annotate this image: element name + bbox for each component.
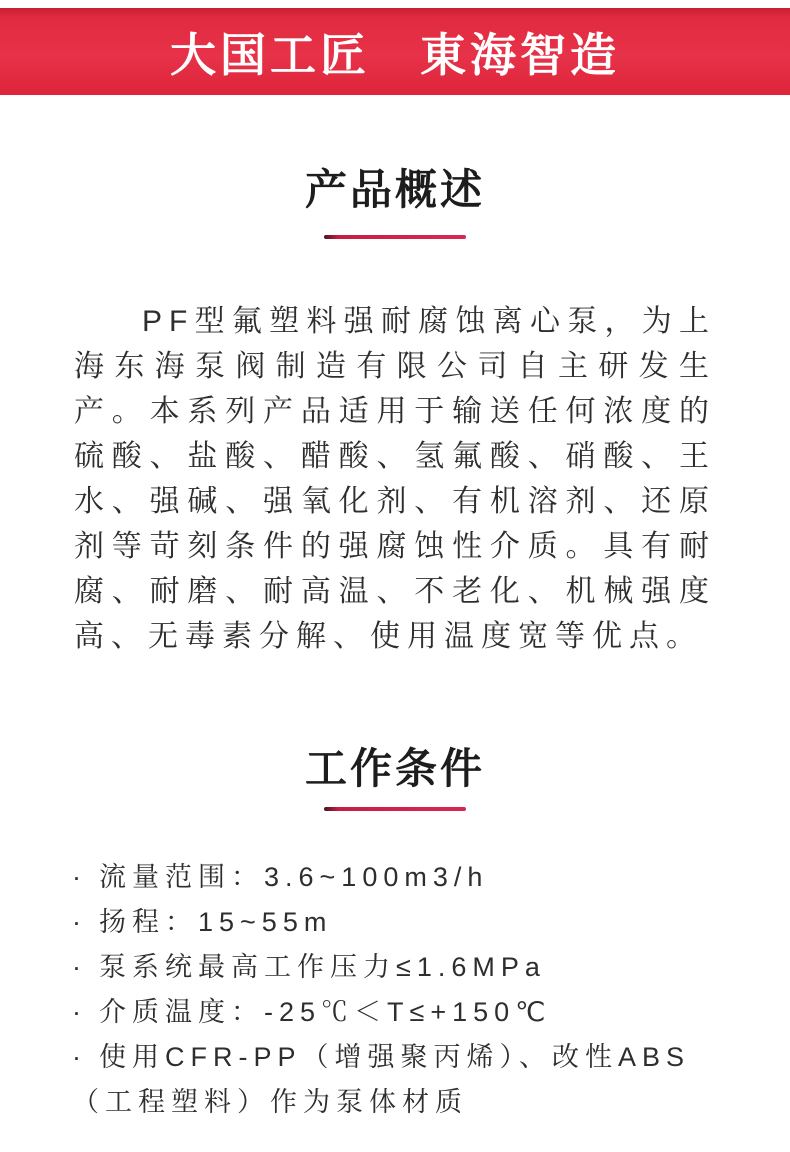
overview-paragraph: PF型氟塑料强耐腐蚀离心泵，为上海东海泵阀制造有限公司自主研发生产。本系列产品适用于输送任何浓度的硫酸、盐酸、醋酸、氢氟酸、硝酸、王水、强碱、强氧化剂、有机溶剂、还原剂等苛刻条件的强腐蚀性介质。具有耐腐、耐磨、耐高温、不老化、机械强度高、无毒素分解、使用温度宽等优点。 — [74, 305, 716, 653]
section-overview — [0, 165, 790, 659]
bullet-dot-icon: · — [72, 1042, 87, 1072]
list-item-flow-range — [72, 855, 718, 900]
title-underline-overview — [324, 235, 466, 239]
bullet-dot-icon: · — [72, 997, 87, 1027]
bullet-dot-icon: · — [72, 907, 87, 937]
bullet-dot-icon: · — [72, 952, 87, 982]
bullet-text: 泵系统最高工作压力≤1.6MPa — [99, 952, 546, 982]
conditions-list — [72, 855, 718, 1125]
banner-title: 大国工匠 東海智造 — [170, 28, 620, 81]
list-item-head — [72, 900, 718, 945]
section-title-overview: 产品概述 — [304, 166, 485, 213]
header-banner — [0, 8, 790, 95]
bullet-text: 使用CFR-PP（增强聚丙烯）、改性ABS（工程塑料）作为泵体材质 — [72, 1042, 691, 1117]
title-underline-conditions — [324, 807, 466, 811]
bullet-text: 流量范围：3.6~100m3/h — [99, 862, 489, 892]
list-item-max-pressure — [72, 945, 718, 990]
bullet-text: 介质温度：-25℃＜T≤+150℃ — [99, 997, 552, 1027]
list-item-medium-temperature — [72, 990, 718, 1035]
bullet-text: 扬程：15~55m — [99, 907, 333, 937]
list-item-body-material — [72, 1035, 718, 1125]
bullet-dot-icon: · — [72, 862, 87, 892]
section-title-conditions: 工作条件 — [304, 745, 485, 792]
section-working-conditions — [0, 744, 790, 1125]
